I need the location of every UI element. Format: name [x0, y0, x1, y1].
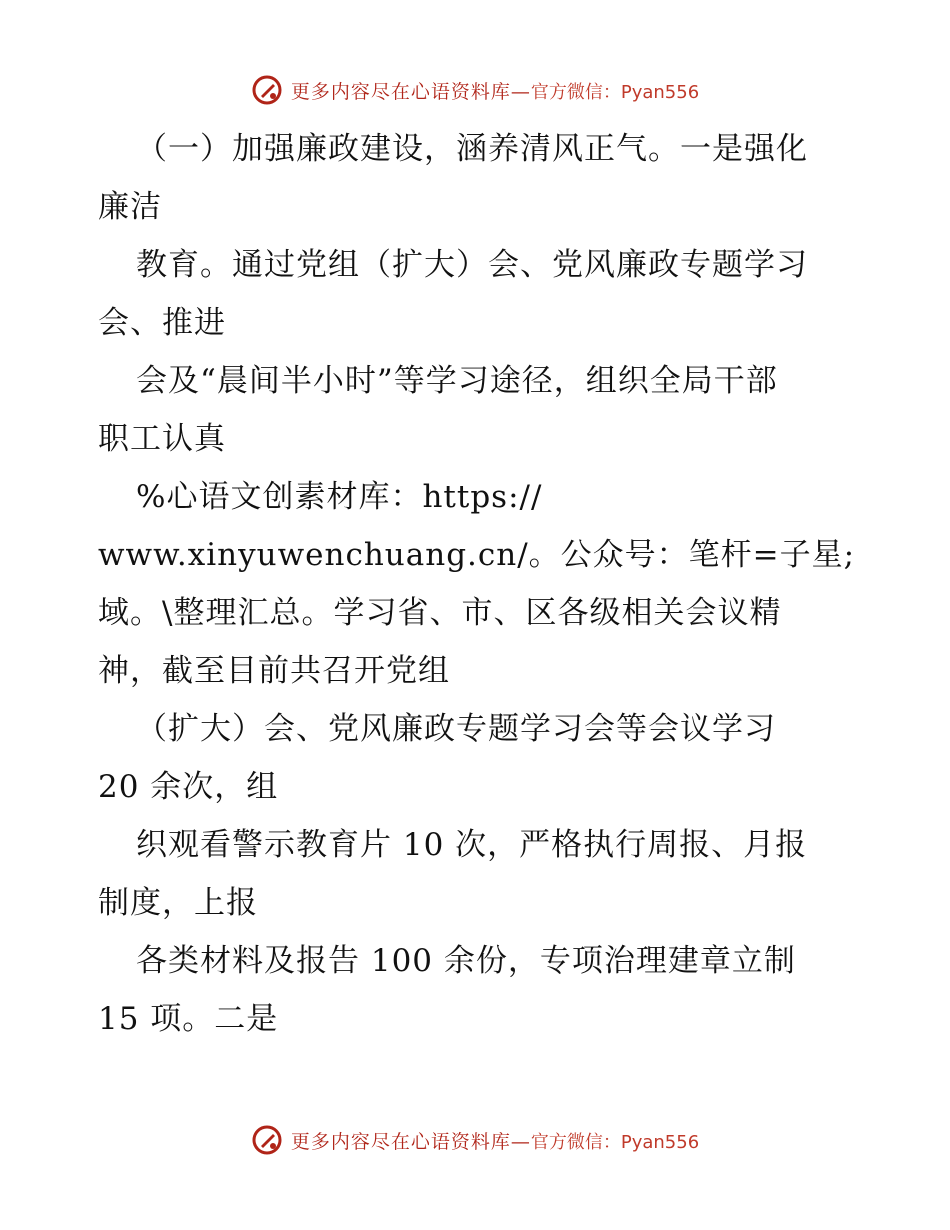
watermark-main: 更多内容尽在心语资料库	[290, 1130, 511, 1153]
text-line: 15 项。二是	[98, 1001, 279, 1037]
text-line: （扩大）会、党风廉政专题学习会等会议学习	[136, 711, 776, 747]
watermark-wechat: 官方微信：Pyan556	[530, 81, 700, 103]
document-body	[98, 120, 858, 1048]
pen-nib-logo-icon	[251, 1124, 283, 1156]
text-line: 20 余次，组	[98, 769, 279, 805]
watermark-wechat: 官方微信：Pyan556	[530, 1131, 700, 1153]
top-watermark-banner	[0, 70, 950, 110]
watermark-separator: —	[510, 1130, 531, 1153]
text-line: 会、推进	[98, 305, 226, 341]
watermark-text	[291, 77, 699, 104]
bottom-watermark-banner	[0, 1120, 950, 1160]
text-line: 神，截至目前共召开党组	[98, 653, 450, 689]
text-line: 廉洁	[98, 189, 162, 225]
text-line: 各类材料及报告 100 余份，专项治理建章立制	[136, 943, 796, 979]
watermark-separator: —	[510, 80, 531, 103]
text-line: 教育。通过党组（扩大）会、党风廉政专题学习	[136, 247, 808, 283]
text-line: 职工认真	[98, 421, 226, 457]
pen-nib-logo-icon	[251, 74, 283, 106]
text-line: 织观看警示教育片 10 次，严格执行周报、月报	[136, 827, 808, 863]
watermark-main: 更多内容尽在心语资料库	[290, 80, 511, 103]
text-line: www.xinyuwenchuang.cn/。公众号：笔杆=子星;	[98, 537, 856, 573]
text-line: 制度，上报	[98, 885, 258, 921]
text-line: 会及“晨间半小时”等学习途径，组织全局干部	[136, 363, 778, 399]
text-line: （一）加强廉政建设，涵养清风正气。一是强化	[136, 131, 808, 167]
text-line: 域。\整理汇总。学习省、市、区各级相关会议精	[98, 595, 782, 631]
watermark-text	[291, 1127, 699, 1154]
text-line: %心语文创素材库：https://	[136, 479, 543, 515]
